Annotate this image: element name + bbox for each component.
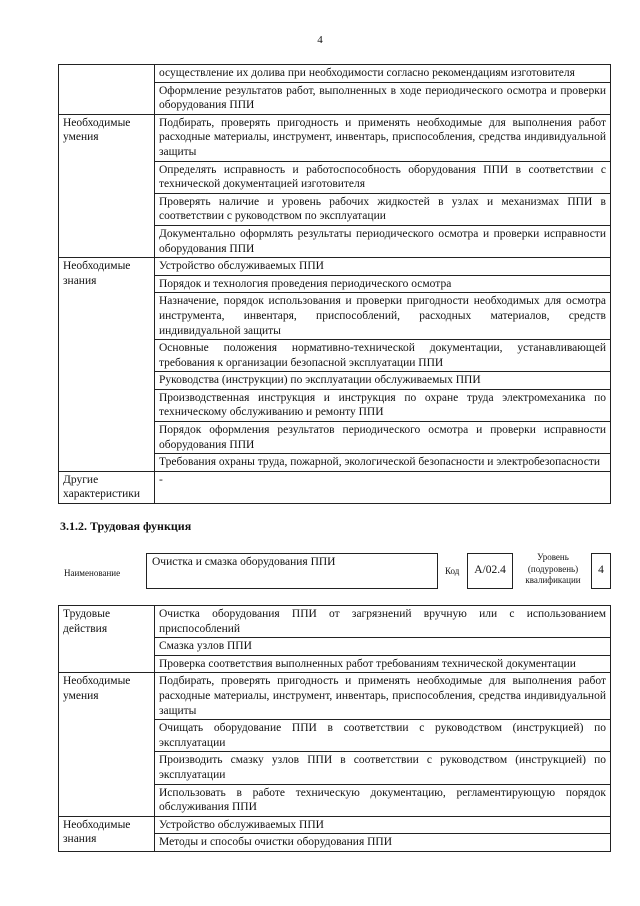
table-row bbox=[59, 471, 611, 503]
row-label: Трудовые действия bbox=[59, 606, 155, 673]
competency-table-2 bbox=[58, 605, 611, 852]
table-row bbox=[59, 673, 611, 720]
row-text: Определять исправность и работоспособность оборудования ППИ в соответствии с технической документацией изготовителя bbox=[155, 161, 611, 193]
row-text: Назначение, порядок использования и проверки пригодности необходимых для осмотра инструмента, инвентаря, приспособлений, расходных материалов, средств индивидуальной защиты bbox=[155, 293, 611, 340]
row-text: Проверять наличие и уровень рабочих жидкостей в узлах и механизмах ППИ в соответствии с руководством по эксплуатации bbox=[155, 193, 611, 225]
row-text: Основные положения нормативно-технической документации, устанавливающей требования к организации безопасной эксплуатации ППИ bbox=[155, 340, 611, 372]
table-row bbox=[59, 258, 611, 276]
row-label: Необходимые умения bbox=[59, 114, 155, 257]
row-text: Требования охраны труда, пожарной, экологической безопасности и электробезопасности bbox=[155, 454, 611, 472]
competency-table-1 bbox=[58, 64, 611, 504]
row-text: Оформление результатов работ, выполненных в ходе периодического осмотра и проверки оборудования ППИ bbox=[155, 82, 611, 114]
row-text: Порядок оформления результатов периодического осмотра и проверки исправности оборудования ППИ bbox=[155, 422, 611, 454]
row-label: Другие характеристики bbox=[59, 471, 155, 503]
function-name-box: Очистка и смазка оборудования ППИ bbox=[146, 553, 438, 589]
row-label: Необходимые знания bbox=[59, 816, 155, 851]
page-number: 4 bbox=[317, 34, 323, 46]
row-label: Необходимые умения bbox=[59, 673, 155, 816]
row-text: Очищать оборудование ППИ в соответствии с руководством (инструкцией) по эксплуатации bbox=[155, 720, 611, 752]
row-text: Подбирать, проверять пригодность и применять необходимые для выполнения работ расходные материалы, инструмент, инвентарь, приспособления, средства индивидуальной защиты bbox=[155, 673, 611, 720]
row-text: Использовать в работе техническую документацию, регламентирующую порядок обслуживания ППИ bbox=[155, 784, 611, 816]
row-text: Порядок и технология проведения периодического осмотра bbox=[155, 275, 611, 293]
row-text: Очистка оборудования ППИ от загрязнений вручную или с использованием приспособлений bbox=[155, 606, 611, 638]
row-text: Производить смазку узлов ППИ в соответствии с руководством (инструкцией) по эксплуатации bbox=[155, 752, 611, 784]
row-text: Проверка соответствия выполненных работ требованиям технической документации bbox=[155, 655, 611, 673]
table-row bbox=[59, 606, 611, 638]
row-label: Необходимые знания bbox=[59, 258, 155, 472]
row-label bbox=[59, 65, 155, 115]
table-row bbox=[59, 114, 611, 161]
table-row bbox=[59, 816, 611, 834]
row-text: Производственная инструкция и инструкция по охране труда электромеханика по техническому обслуживанию и ремонту ППИ bbox=[155, 389, 611, 421]
row-text: Смазка узлов ППИ bbox=[155, 638, 611, 656]
code-label: Код bbox=[445, 566, 460, 576]
row-text: осуществление их долива при необходимости согласно рекомендациям изготовителя bbox=[155, 65, 611, 83]
table-row bbox=[59, 65, 611, 83]
row-text: Руководства (инструкции) по эксплуатации обслуживаемых ППИ bbox=[155, 372, 611, 390]
row-text: Методы и способы очистки оборудования ППИ bbox=[155, 834, 611, 852]
code-box: А/02.4 bbox=[467, 553, 513, 589]
name-label: Наименование bbox=[64, 568, 121, 578]
level-box: 4 bbox=[591, 553, 611, 589]
row-text: Устройство обслуживаемых ППИ bbox=[155, 816, 611, 834]
row-text: Подбирать, проверять пригодность и применять необходимые для выполнения работ расходные материалы, инструмент, инвентарь, приспособления, средства индивидуальной защиты bbox=[155, 114, 611, 161]
row-text: - bbox=[155, 471, 611, 503]
row-text: Документально оформлять результаты периодического осмотра и проверки исправности оборудования ППИ bbox=[155, 225, 611, 257]
row-text: Устройство обслуживаемых ППИ bbox=[155, 258, 611, 276]
level-label: Уровень (подуровень) квалификации bbox=[525, 552, 581, 585]
section-heading: 3.1.2. Трудовая функция bbox=[60, 519, 192, 533]
